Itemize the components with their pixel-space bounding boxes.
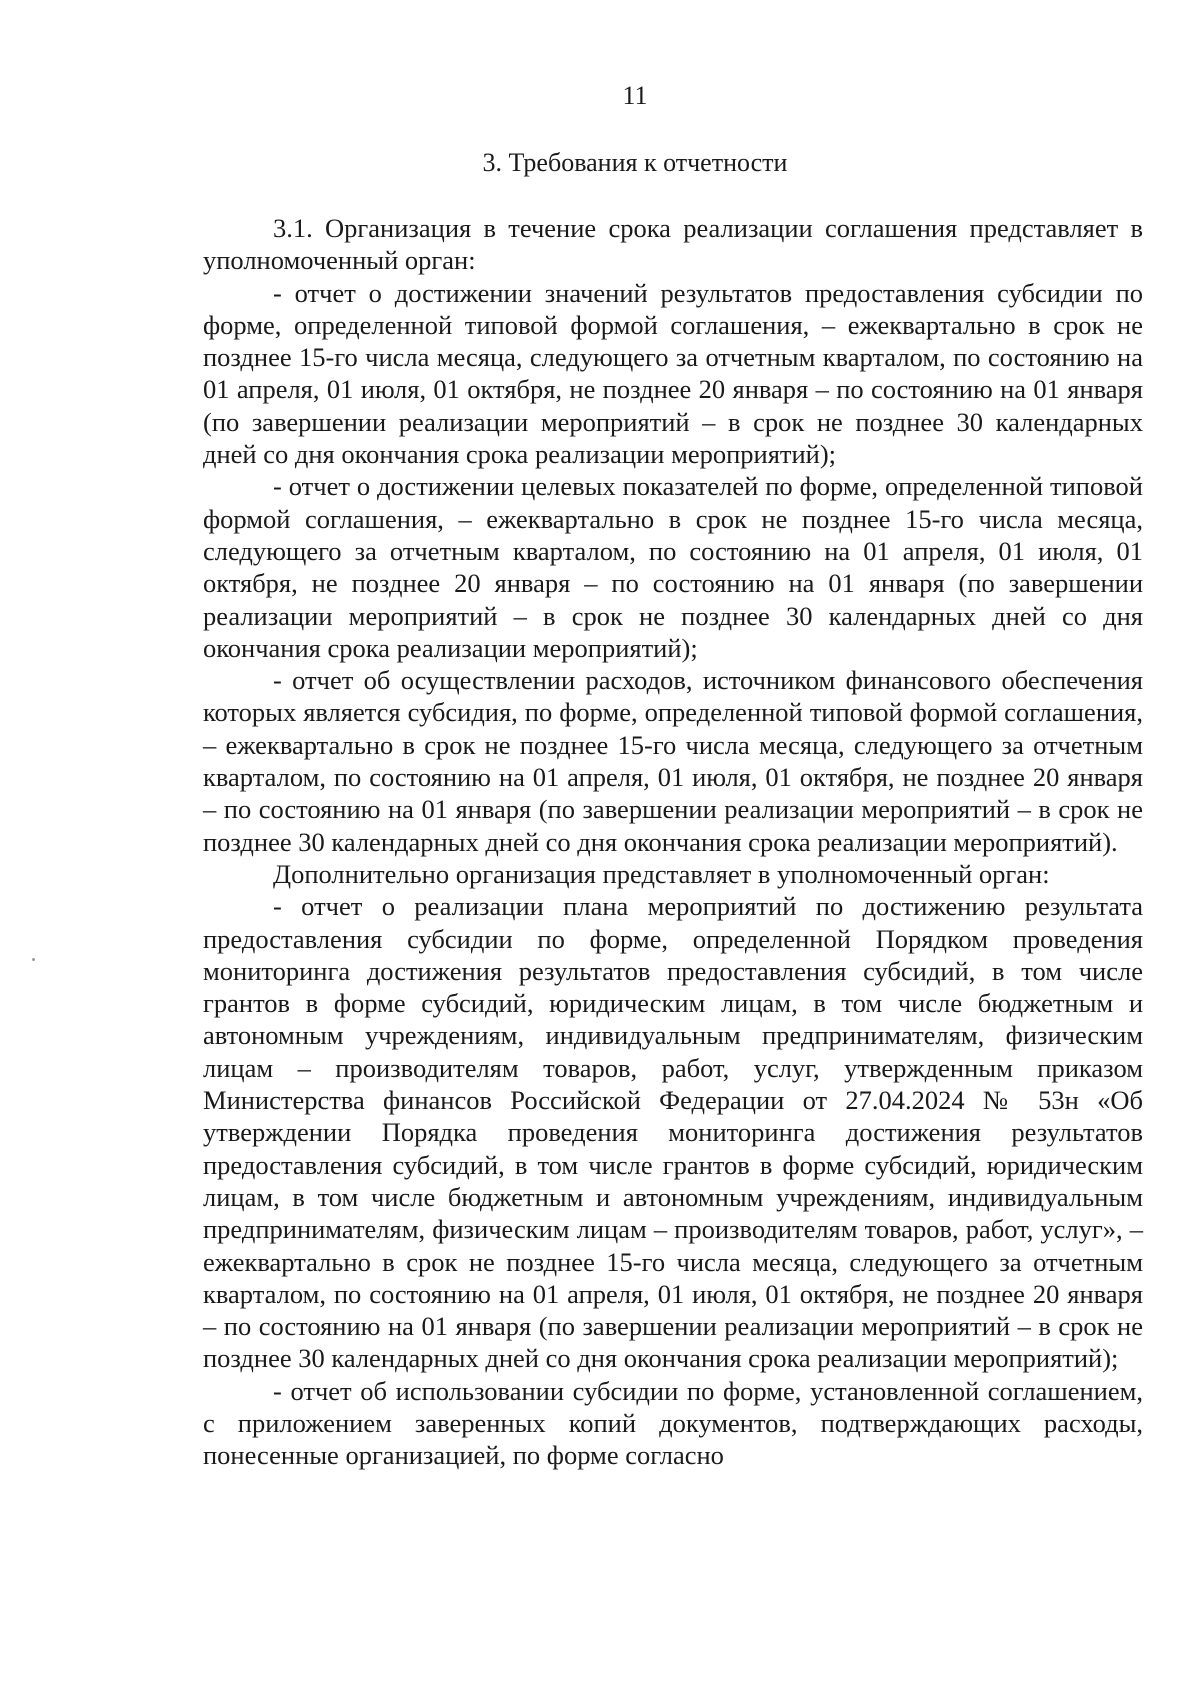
paragraph-report-subsidy-use: - отчет об использовании субсидии по форме, установленной соглашением, с приложением заверенных копий документов, подтверждающих расходы, понесенные организацией, по форме согласно (203, 1375, 1143, 1471)
body-text (203, 212, 1143, 1472)
section-heading: 3. Требования к отчетности (482, 148, 788, 177)
paragraph-additional-intro: Дополнительно организация представляет в уполномоченный орган: (273, 858, 1050, 889)
paragraph-report-expenses: - отчет об осуществлении расходов, источником финансового обеспечения которых является субсидия, по форме, определенной типовой формой соглашения, – ежеквартально в срок не позднее 15-го числа месяца, следующего за отчетным кварталом, по состоянию на 01 апреля, 01 июля, 01 октября, не позднее 20 января – по состоянию на 01 января (по завершении реализации мероприятий – в срок не позднее 30 календарных дней со дня окончания срока реализации мероприятий). (203, 665, 1143, 857)
page-number: 11 (622, 81, 648, 110)
scan-speck (32, 958, 35, 961)
paragraph-report-action-plan: - отчет о реализации плана мероприятий по достижению результата предоставления субсидии по форме, определенной Порядком проведения мониторинга достижения результатов предоставления субсидий, в том числе грантов в форме субсидий, юридическим лицам, в том числе бюджетным и автономным учреждениям, индивидуальным предпринимателям, физическим лицам – производителям товаров, работ, услуг, утвержденным приказом Министерства финансов Российской Федерации от 27.04.2024 № 53н «Об утверждении Порядка проведения мониторинга достижения результатов предоставления субсидий, в том числе грантов в форме субсидий, юридическим лицам, в том числе бюджетным и автономным учреждениям, индивидуальным предпринимателям, физическим лицам – производителям товаров, работ, услуг», – ежеквартально в срок не позднее 15-го числа месяца, следующего за отчетным кварталом, по состоянию на 01 апреля, 01 июля, 01 октября, не позднее 20 января – по состоянию на 01 января (по завершении реализации мероприятий – в срок не позднее 30 календарных дней со дня окончания срока реализации мероприятий); (203, 891, 1143, 1374)
paragraph-report-results: - отчет о достижении значений результатов предоставления субсидии по форме, определенной типовой формой соглашения, – ежеквартально в срок не позднее 15-го числа месяца, следующего за отчетным кварталом, по состоянию на 01 апреля, 01 июля, 01 октября, не позднее 20 января – по состоянию на 01 января (по завершении реализации мероприятий – в срок не позднее 30 календарных дней со дня окончания срока реализации мероприятий); (203, 277, 1143, 470)
paragraph-report-target-indicators: - отчет о достижении целевых показателей по форме, определенной типовой формой соглашения, – ежеквартально в срок не позднее 15-го числа месяца, следующего за отчетным кварталом, по состоянию на 01 апреля, 01 июля, 01 октября, не позднее 20 января – по состоянию на 01 января (по завершении реализации мероприятий – в срок не позднее 30 календарных дней со дня окончания срока реализации мероприятий); (203, 471, 1143, 663)
paragraph-3-1-intro: 3.1. Организация в течение срока реализации соглашения представляет в уполномоченный орган: (203, 213, 1143, 276)
